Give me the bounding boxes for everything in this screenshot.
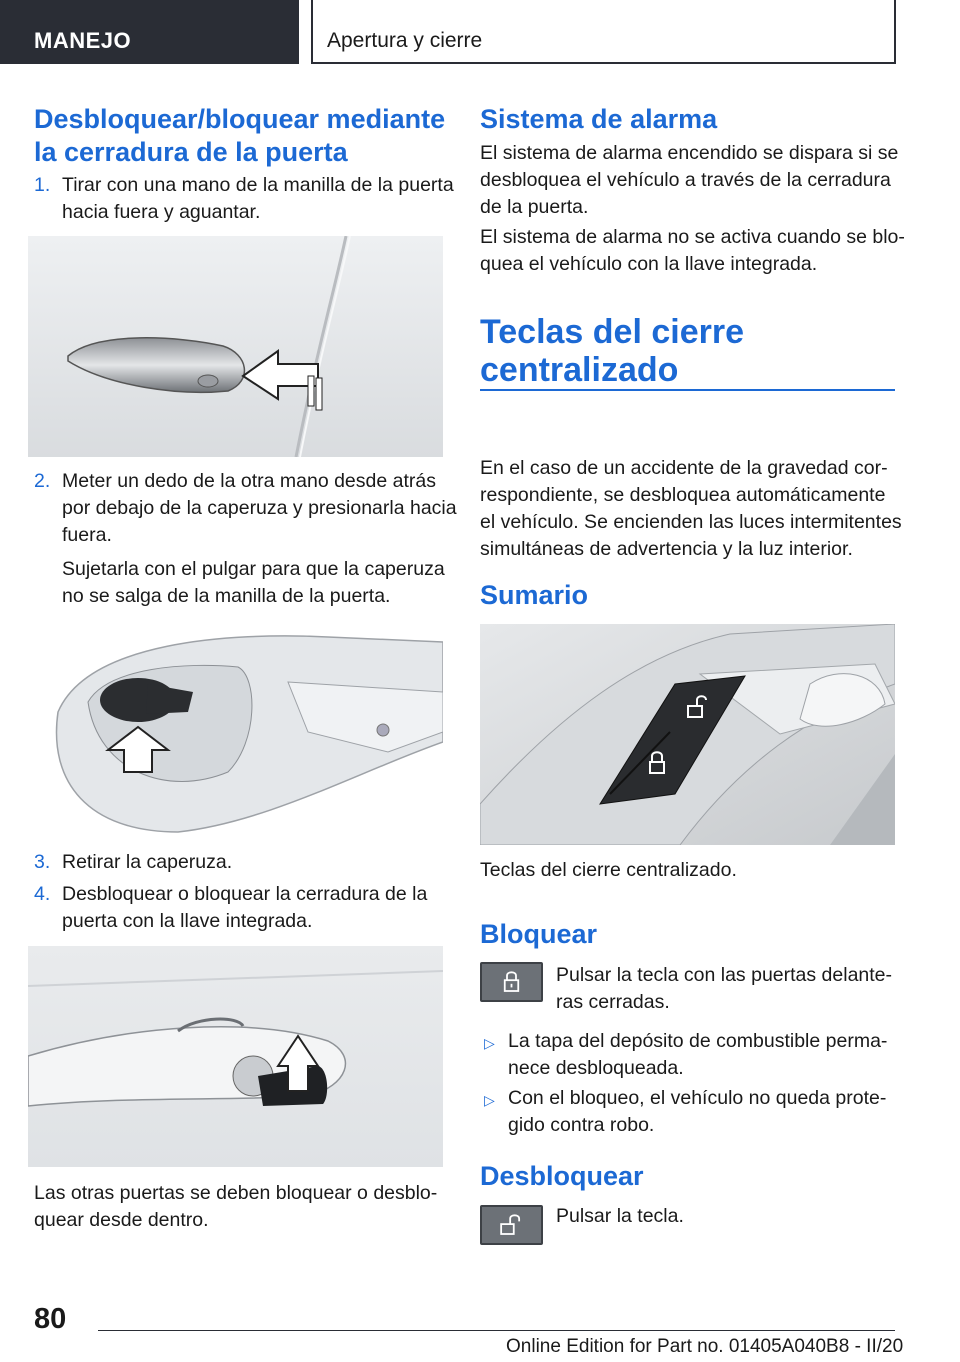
cap-removal-image — [28, 622, 443, 843]
triangle-bullet-icon: ▷ — [484, 1092, 495, 1108]
unlock-section-title: Desbloquear — [480, 1161, 644, 1191]
key-in-lock-image — [28, 946, 443, 1167]
summary-title: Sumario — [480, 580, 589, 610]
header-section-tab — [0, 0, 299, 64]
footer-rule — [98, 1330, 895, 1331]
section-title-lock-door — [34, 103, 445, 169]
summary-caption: Teclas del cierre centralizado. — [480, 859, 737, 881]
unlock-description: Pulsar la tecla. — [556, 1205, 684, 1227]
door-handle-pull-image — [28, 236, 443, 457]
lock-line: ras cerradas. — [556, 991, 670, 1013]
header-topic-label: Apertura y cierre — [327, 29, 483, 52]
bullet-2 — [508, 1085, 886, 1139]
section-rule — [480, 389, 895, 391]
keys-title-line: Teclas del cierre — [480, 313, 744, 351]
step-number: 4. — [34, 883, 51, 905]
header-section-label: MANEJO — [34, 28, 132, 53]
section-title-line-2: la cerradura de la puerta — [34, 137, 348, 167]
alarm-line: desbloquea el vehículo a través de la cerradura — [480, 169, 891, 191]
step-2-text — [62, 468, 457, 610]
general-line: el vehículo. Se encienden las luces intermitentes — [480, 511, 902, 533]
step-1-text — [62, 172, 454, 226]
step-2-line: por debajo de la caperuza y presionarla hacia — [62, 497, 457, 519]
closing-line: quear desde dentro. — [34, 1209, 209, 1231]
page-number: 80 — [34, 1303, 67, 1335]
keys-section-title — [480, 313, 744, 389]
step-3-text: Retirar la caperuza. — [62, 851, 233, 873]
lock-icon — [482, 964, 541, 1000]
general-paragraph — [480, 455, 902, 563]
lock-section-title: Bloquear — [480, 919, 598, 949]
alarm-line: El sistema de alarma encendido se dispara si se — [480, 142, 899, 164]
step-1-line: hacia fuera y aguantar. — [62, 201, 261, 223]
closing-line: Las otras puertas se deben bloquear o desblo- — [34, 1182, 438, 1204]
keys-title-line: centralizado — [480, 351, 679, 389]
step-number: 1. — [34, 174, 51, 196]
lock-key-tile — [480, 962, 543, 1002]
step-1-line: Tirar con una mano de la manilla de la puerta — [62, 174, 454, 196]
footer-edition: Online Edition for Part no. 01405A040B8 - II/20 — [506, 1336, 904, 1357]
general-line: respondiente, se desbloquea automáticamente — [480, 484, 886, 506]
alarm-line: quea el vehículo con la llave integrada. — [480, 253, 818, 275]
bullet-line: Con el bloqueo, el vehículo no queda prote- — [508, 1087, 887, 1109]
bullet-1 — [508, 1028, 887, 1082]
step-4-line: Desbloquear o bloquear la cerradura de la — [62, 883, 428, 905]
unlock-key-tile — [480, 1205, 543, 1245]
central-lock-buttons-image — [480, 624, 895, 845]
step-2-line: no se salga de la manilla de la puerta. — [62, 585, 391, 607]
general-line: En el caso de un accidente de la gravedad cor- — [480, 457, 888, 479]
header-topic-tab — [311, 0, 896, 64]
bullet-line: nece desbloqueada. — [508, 1057, 684, 1079]
lock-description — [556, 962, 892, 1016]
step-2-line: Sujetarla con el pulgar para que la caperuza — [62, 558, 445, 580]
step-4-line: puerta con la llave integrada. — [62, 910, 313, 932]
unlock-icon — [482, 1207, 541, 1243]
triangle-bullet-icon: ▷ — [484, 1035, 495, 1051]
step-number: 3. — [34, 851, 51, 873]
alarm-paragraph-1 — [480, 140, 898, 221]
alarm-paragraph-2 — [480, 224, 905, 278]
step-4-text — [62, 881, 427, 935]
closing-note — [34, 1180, 437, 1234]
step-2-line: Meter un dedo de la otra mano desde atrás — [62, 470, 436, 492]
alarm-line: de la puerta. — [480, 196, 589, 218]
step-number: 2. — [34, 470, 51, 492]
step-2-line: fuera. — [62, 524, 112, 546]
general-line: simultáneas de advertencia y la luz interior. — [480, 538, 853, 560]
bullet-line: La tapa del depósito de combustible perma- — [508, 1030, 888, 1052]
alarm-title: Sistema de alarma — [480, 104, 718, 134]
alarm-line: El sistema de alarma no se activa cuando se blo- — [480, 226, 905, 248]
lock-line: Pulsar la tecla con las puertas delante- — [556, 964, 893, 986]
section-title-line-1: Desbloquear/bloquear mediante — [34, 104, 446, 134]
bullet-line: gido contra robo. — [508, 1114, 655, 1136]
